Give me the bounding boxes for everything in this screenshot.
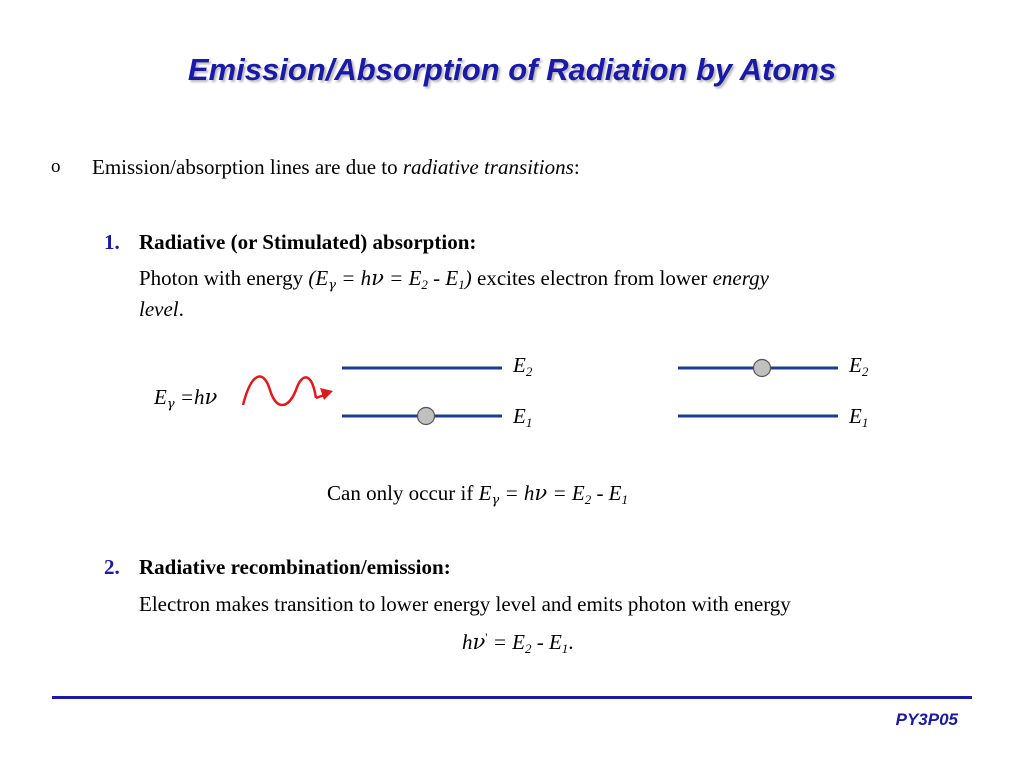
item2-eq-e2: = E [487,630,525,654]
left-e1-label [513,404,532,429]
footer-course-code: PY3P05 [895,710,958,729]
item2-sub1: 1 [561,641,569,656]
item2-prime: ' [485,630,488,644]
intro-emphasis: radiative transitions [402,155,574,179]
condition-sub2: 2 [584,492,592,507]
photon-label-gamma: γ [166,397,175,412]
condition-eq-e2: = E [547,481,585,505]
formula-eq-e2: = E [383,266,422,290]
nu-symbol: ν [371,266,384,290]
condition-nu: ν [534,481,548,505]
level-e: E [849,404,862,428]
item2-end: . [568,630,574,654]
item2-minus-e1: - E [531,630,562,654]
formula-sub2: 2 [421,277,428,292]
condition-gamma: γ [491,493,500,508]
formula-eq-h: = h [335,266,372,290]
formula-open: (E [308,266,329,290]
photon-wave-icon [243,376,316,405]
item1-body-mid: excites electron from lower [471,266,713,290]
level-sub: 2 [525,364,533,379]
gamma-symbol: γ [328,278,336,293]
condition-e: E [478,481,492,505]
level-sub: 1 [861,415,869,430]
slide-title: Emission/Absorption of Radiation by Atoms [187,52,837,87]
item1-body-emph2: level [139,297,179,321]
photon-arrowhead-icon [320,388,333,400]
level-sub: 2 [861,364,869,379]
intro-tail: : [573,155,580,179]
footer-divider [52,696,972,699]
photon-label-e: E [154,385,167,409]
item2-sub2: 2 [524,641,532,656]
right-e2-label [849,353,868,378]
item1-heading: Radiative (or Stimulated) absorption: [139,230,477,254]
left-e2-label [513,353,532,378]
item2-heading: Radiative recombination/emission: [139,555,451,579]
photon-label-eq: =h [174,385,205,409]
level-e: E [849,353,862,377]
right-e1-label [849,404,868,429]
electron-upper-right [754,360,771,377]
level-e: E [513,353,526,377]
item2-number: 2. [104,555,120,579]
item1-number: 1. [104,230,120,254]
photon-energy-label [154,385,217,410]
condition-eq-h: = h [499,481,535,505]
electron-lower-left [418,408,435,425]
item1-body-emph1: energy [712,266,769,290]
photon-label-nu: ν [204,385,218,409]
formula-minus-e1: - E [427,266,459,290]
condition-minus-e1: - E [591,481,622,505]
level-e: E [513,404,526,428]
item1-body-end: . [178,297,184,321]
condition-sub1: 1 [621,492,629,507]
condition-text: Can only occur if [327,481,479,505]
intro-text: Emission/absorption lines are due to [92,155,403,179]
item2-h: h [462,630,473,654]
level-sub: 1 [525,415,533,430]
item1-body-start: Photon with energy [139,266,309,290]
item2-nu: ν [472,630,486,654]
item2-formula [462,630,574,655]
bullet-marker: o [51,156,61,177]
formula-sub1: 1 [458,277,465,292]
condition-line [327,481,628,506]
item2-body: Electron makes transition to lower energy level and emits photon with energy [139,592,791,616]
formula-close: ) [464,266,472,290]
